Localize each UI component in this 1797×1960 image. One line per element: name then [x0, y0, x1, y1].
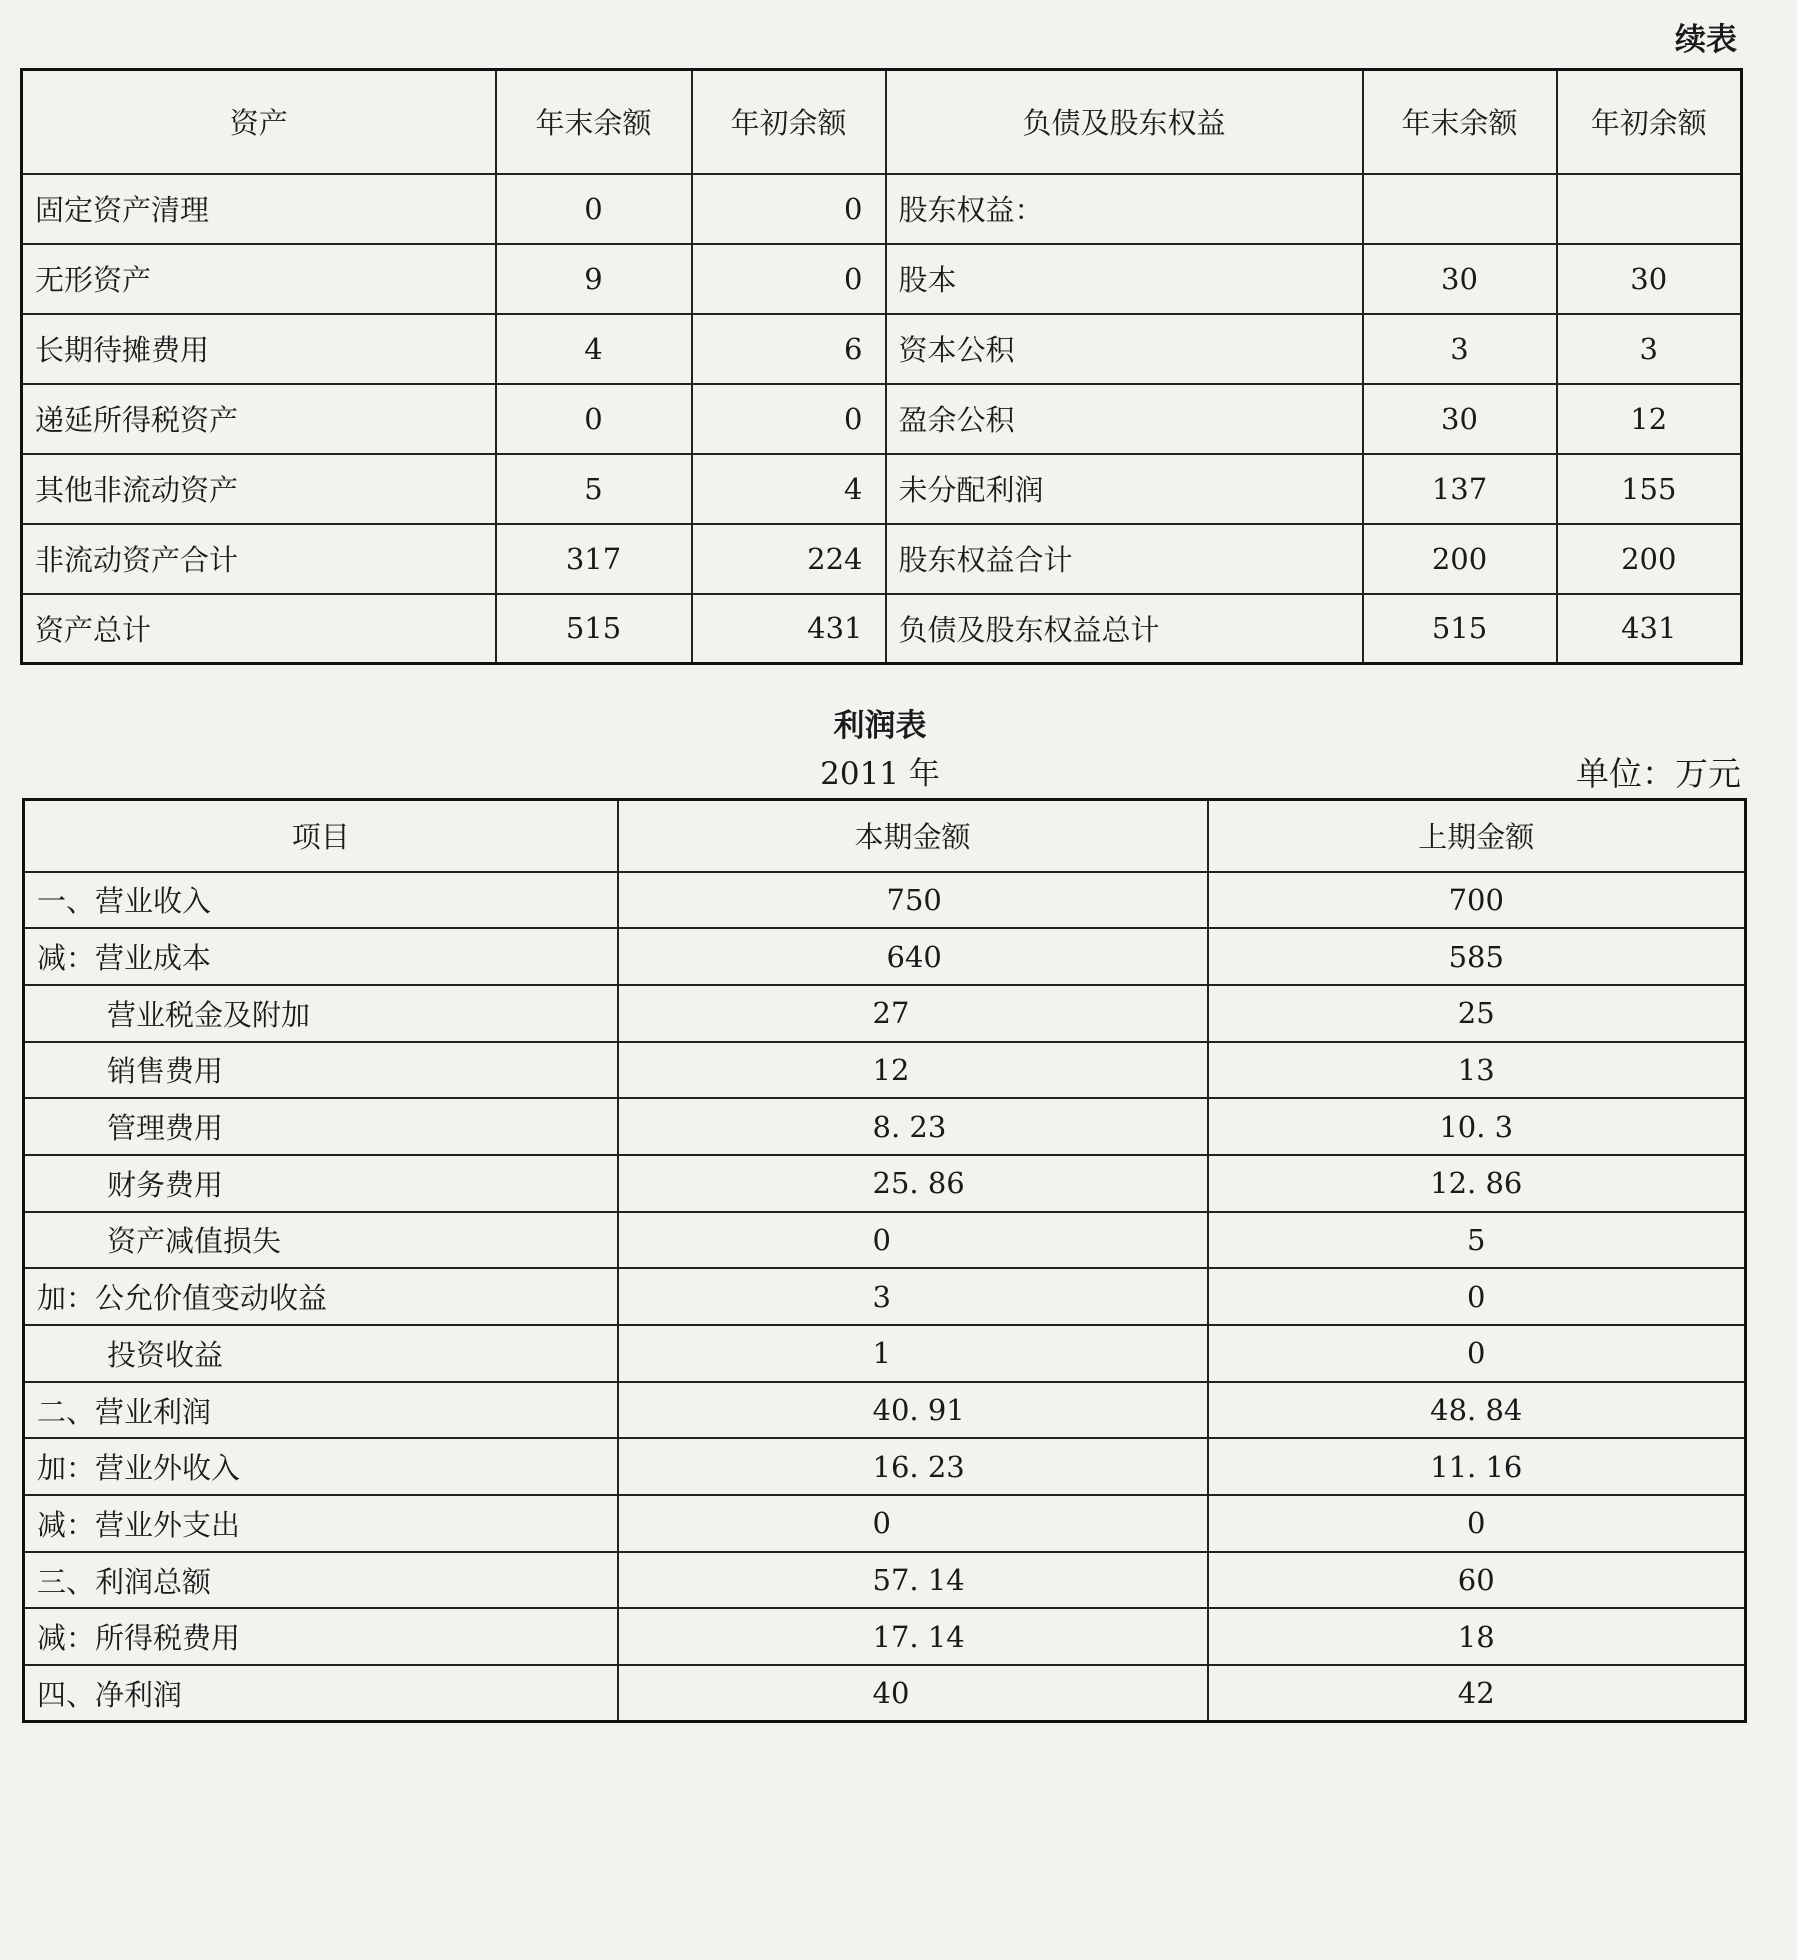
asset-year-end-cell: 5 — [496, 454, 692, 524]
income-row — [24, 1042, 1746, 1099]
header-current-period: 本期金额 — [618, 800, 1208, 872]
item-name-cell: 减：营业外支出 — [24, 1495, 618, 1552]
asset-name-cell: 固定资产清理 — [22, 174, 496, 244]
header-prior-period: 上期金额 — [1208, 800, 1746, 872]
liability-year-begin-cell: 30 — [1557, 244, 1742, 314]
liability-name-cell: 盈余公积 — [886, 384, 1363, 454]
liability-name-cell: 资本公积 — [886, 314, 1363, 384]
liability-year-begin-cell: 431 — [1557, 594, 1742, 664]
current-amount-cell: 640 — [618, 928, 1208, 985]
asset-name-cell: 递延所得税资产 — [22, 384, 496, 454]
asset-year-end-cell: 0 — [496, 174, 692, 244]
item-name-cell: 管理费用 — [24, 1098, 618, 1155]
income-row — [24, 1438, 1746, 1495]
income-row — [24, 1212, 1746, 1269]
current-amount-cell: 25. 86 — [618, 1155, 1208, 1212]
current-amount-cell: 0 — [618, 1495, 1208, 1552]
current-amount-cell: 0 — [618, 1212, 1208, 1269]
asset-year-end-cell: 4 — [496, 314, 692, 384]
asset-name-cell: 长期待摊费用 — [22, 314, 496, 384]
header-liab-year-begin: 年初余额 — [1557, 70, 1742, 174]
balance-row — [22, 314, 1742, 384]
prior-amount-cell: 60 — [1208, 1552, 1746, 1609]
income-header-row — [24, 800, 1746, 872]
asset-year-end-cell: 9 — [496, 244, 692, 314]
income-row — [24, 1268, 1746, 1325]
income-row — [24, 1325, 1746, 1382]
balance-row — [22, 524, 1742, 594]
income-row — [24, 1608, 1746, 1665]
current-amount-cell: 40. 91 — [618, 1382, 1208, 1439]
liability-year-end-cell: 30 — [1363, 244, 1557, 314]
current-amount-cell: 27 — [618, 985, 1208, 1042]
income-row — [24, 872, 1746, 929]
item-name-cell: 销售费用 — [24, 1042, 618, 1099]
income-row — [24, 928, 1746, 985]
liability-name-cell: 股东权益： — [886, 174, 1363, 244]
asset-year-begin-cell: 0 — [692, 244, 886, 314]
liability-year-end-cell: 515 — [1363, 594, 1557, 664]
balance-row — [22, 244, 1742, 314]
balance-row — [22, 454, 1742, 524]
asset-year-begin-cell: 6 — [692, 314, 886, 384]
item-name-cell: 三、利润总额 — [24, 1552, 618, 1609]
asset-year-begin-cell: 431 — [692, 594, 886, 664]
current-amount-cell: 16. 23 — [618, 1438, 1208, 1495]
income-statement-table — [22, 798, 1747, 1723]
asset-name-cell: 无形资产 — [22, 244, 496, 314]
continued-label: 续表 — [1675, 22, 1737, 58]
current-amount-cell: 17. 14 — [618, 1608, 1208, 1665]
prior-amount-cell: 10. 3 — [1208, 1098, 1746, 1155]
item-name-cell: 投资收益 — [24, 1325, 618, 1382]
asset-year-begin-cell: 4 — [692, 454, 886, 524]
item-name-cell: 减：所得税费用 — [24, 1608, 618, 1665]
income-row — [24, 1155, 1746, 1212]
prior-amount-cell: 0 — [1208, 1325, 1746, 1382]
item-name-cell: 一、营业收入 — [24, 872, 618, 929]
prior-amount-cell: 42 — [1208, 1665, 1746, 1722]
asset-name-cell: 非流动资产合计 — [22, 524, 496, 594]
liability-year-end-cell — [1363, 174, 1557, 244]
income-row — [24, 1382, 1746, 1439]
header-liab-year-end: 年末余额 — [1363, 70, 1557, 174]
asset-year-begin-cell: 224 — [692, 524, 886, 594]
item-name-cell: 减：营业成本 — [24, 928, 618, 985]
current-amount-cell: 1 — [618, 1325, 1208, 1382]
header-assets-year-end: 年末余额 — [496, 70, 692, 174]
asset-year-begin-cell: 0 — [692, 174, 886, 244]
asset-year-end-cell: 317 — [496, 524, 692, 594]
income-row — [24, 1495, 1746, 1552]
liability-year-end-cell: 137 — [1363, 454, 1557, 524]
asset-name-cell: 资产总计 — [22, 594, 496, 664]
header-assets-year-begin: 年初余额 — [692, 70, 886, 174]
header-item: 项目 — [24, 800, 618, 872]
prior-amount-cell: 13 — [1208, 1042, 1746, 1099]
prior-amount-cell: 48. 84 — [1208, 1382, 1746, 1439]
item-name-cell: 营业税金及附加 — [24, 985, 618, 1042]
item-name-cell: 四、净利润 — [24, 1665, 618, 1722]
income-row — [24, 1665, 1746, 1722]
income-statement-title: 利润表 — [833, 708, 927, 744]
prior-amount-cell: 0 — [1208, 1268, 1746, 1325]
liability-year-begin-cell: 155 — [1557, 454, 1742, 524]
item-name-cell: 加：营业外收入 — [24, 1438, 618, 1495]
asset-year-begin-cell: 0 — [692, 384, 886, 454]
prior-amount-cell: 5 — [1208, 1212, 1746, 1269]
liability-year-end-cell: 200 — [1363, 524, 1557, 594]
item-name-cell: 二、营业利润 — [24, 1382, 618, 1439]
balance-header-row — [22, 70, 1742, 174]
liability-year-end-cell: 30 — [1363, 384, 1557, 454]
liability-year-end-cell: 3 — [1363, 314, 1557, 384]
balance-row — [22, 594, 1742, 664]
liability-year-begin-cell — [1557, 174, 1742, 244]
prior-amount-cell: 12. 86 — [1208, 1155, 1746, 1212]
prior-amount-cell: 25 — [1208, 985, 1746, 1042]
current-amount-cell: 40 — [618, 1665, 1208, 1722]
header-liabilities-equity: 负债及股东权益 — [886, 70, 1363, 174]
liability-name-cell: 股本 — [886, 244, 1363, 314]
item-name-cell: 财务费用 — [24, 1155, 618, 1212]
prior-amount-cell: 11. 16 — [1208, 1438, 1746, 1495]
current-amount-cell: 8. 23 — [618, 1098, 1208, 1155]
liability-year-begin-cell: 3 — [1557, 314, 1742, 384]
prior-amount-cell: 0 — [1208, 1495, 1746, 1552]
asset-name-cell: 其他非流动资产 — [22, 454, 496, 524]
liability-name-cell: 未分配利润 — [886, 454, 1363, 524]
balance-row — [22, 174, 1742, 244]
income-row — [24, 1552, 1746, 1609]
header-assets: 资产 — [22, 70, 496, 174]
prior-amount-cell: 585 — [1208, 928, 1746, 985]
income-row — [24, 985, 1746, 1042]
item-name-cell: 加：公允价值变动收益 — [24, 1268, 618, 1325]
income-statement-year: 2011 年 — [820, 756, 940, 792]
balance-row — [22, 384, 1742, 454]
prior-amount-cell: 18 — [1208, 1608, 1746, 1665]
income-row — [24, 1098, 1746, 1155]
current-amount-cell: 750 — [618, 872, 1208, 929]
liability-name-cell: 股东权益合计 — [886, 524, 1363, 594]
asset-year-end-cell: 515 — [496, 594, 692, 664]
balance-sheet-table — [20, 68, 1743, 665]
current-amount-cell: 3 — [618, 1268, 1208, 1325]
income-statement-unit: 单位：万元 — [1576, 754, 1741, 793]
asset-year-end-cell: 0 — [496, 384, 692, 454]
current-amount-cell: 57. 14 — [618, 1552, 1208, 1609]
liability-year-begin-cell: 200 — [1557, 524, 1742, 594]
current-amount-cell: 12 — [618, 1042, 1208, 1099]
prior-amount-cell: 700 — [1208, 872, 1746, 929]
liability-year-begin-cell: 12 — [1557, 384, 1742, 454]
liability-name-cell: 负债及股东权益总计 — [886, 594, 1363, 664]
item-name-cell: 资产减值损失 — [24, 1212, 618, 1269]
